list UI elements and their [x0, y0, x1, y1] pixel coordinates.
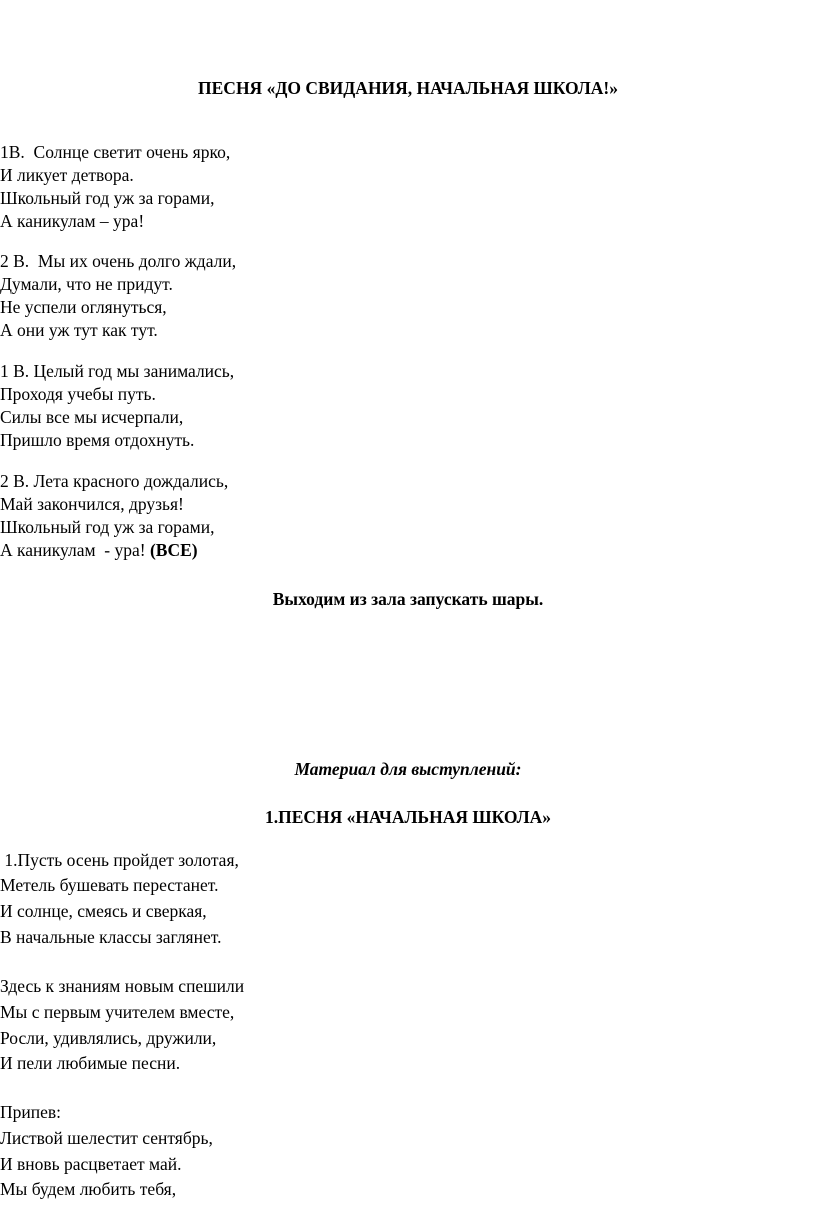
- song1-verse4-line1: 2 В. Лета красного дождались,: [0, 471, 229, 491]
- song1-verse4-line4: [0, 539, 198, 561]
- song1-verse3-line4: Пришло время отдохнуть.: [0, 430, 195, 450]
- song1-verse4-all-label: (ВСЕ): [149, 540, 198, 560]
- song2-chorus-line3: Мы будем любить тебя,: [0, 1179, 177, 1199]
- song2-chorus-line2: И вновь расцветает май.: [0, 1154, 182, 1174]
- song1-verse4-last-text: А каникулам - ура!: [0, 540, 150, 560]
- song1-verse3-line2: Проходя учебы путь.: [0, 384, 156, 404]
- song1-verse1-line2: И ликует детвора.: [0, 165, 134, 185]
- song1-verse4-line2: Май закончился, друзья!: [0, 494, 184, 514]
- song2-verse2-line4: И пели любимые песни.: [0, 1053, 181, 1073]
- song2-verse1-line2: Метель бушевать перестанет.: [0, 875, 219, 895]
- song1-verse1-line1: 1В. Солнце светит очень ярко,: [0, 142, 231, 162]
- song1-verse2-line2: Думали, что не придут.: [0, 274, 173, 294]
- song2-verse2-line2: Мы с первым учителем вместе,: [0, 1002, 235, 1022]
- song1-verse1-line4: А каникулам – ура!: [0, 211, 145, 231]
- song2-title: 1.ПЕСНЯ «НАЧАЛЬНАЯ ШКОЛА»: [264, 807, 551, 827]
- song2-verse2-line3: Росли, удивлялись, дружили,: [0, 1028, 217, 1048]
- song2-verse2-line1: Здесь к знаниям новым спешили: [0, 976, 245, 996]
- song1-verse3-line3: Силы все мы исчерпали,: [0, 407, 184, 427]
- song1-verse3-line1: 1 В. Целый год мы занимались,: [0, 361, 235, 381]
- instruction-text: Выходим из зала запускать шары.: [272, 589, 544, 609]
- song1-title: ПЕСНЯ «ДО СВИДАНИЯ, НАЧАЛЬНАЯ ШКОЛА!»: [198, 78, 618, 98]
- song1-verse4-line3: Школьный год уж за горами,: [0, 517, 215, 537]
- song1-verse2-line4: А они уж тут как тут.: [0, 320, 158, 340]
- song2-chorus-label: Припев:: [0, 1102, 62, 1122]
- song2-verse1-line4: В начальные классы заглянет.: [0, 927, 222, 947]
- song1-verse2-line3: Не успели оглянуться,: [0, 297, 167, 317]
- song2-chorus-line1: Листвой шелестит сентябрь,: [0, 1128, 213, 1148]
- song2-verse1-line3: И солнце, смеясь и сверкая,: [0, 901, 207, 921]
- material-heading: Материал для выступлений:: [294, 759, 522, 779]
- song1-verse1-line3: Школьный год уж за горами,: [0, 188, 215, 208]
- song2-verse1-line1: 1.Пусть осень пройдет золотая,: [0, 850, 239, 870]
- song1-verse2-line1: 2 В. Мы их очень долго ждали,: [0, 251, 237, 271]
